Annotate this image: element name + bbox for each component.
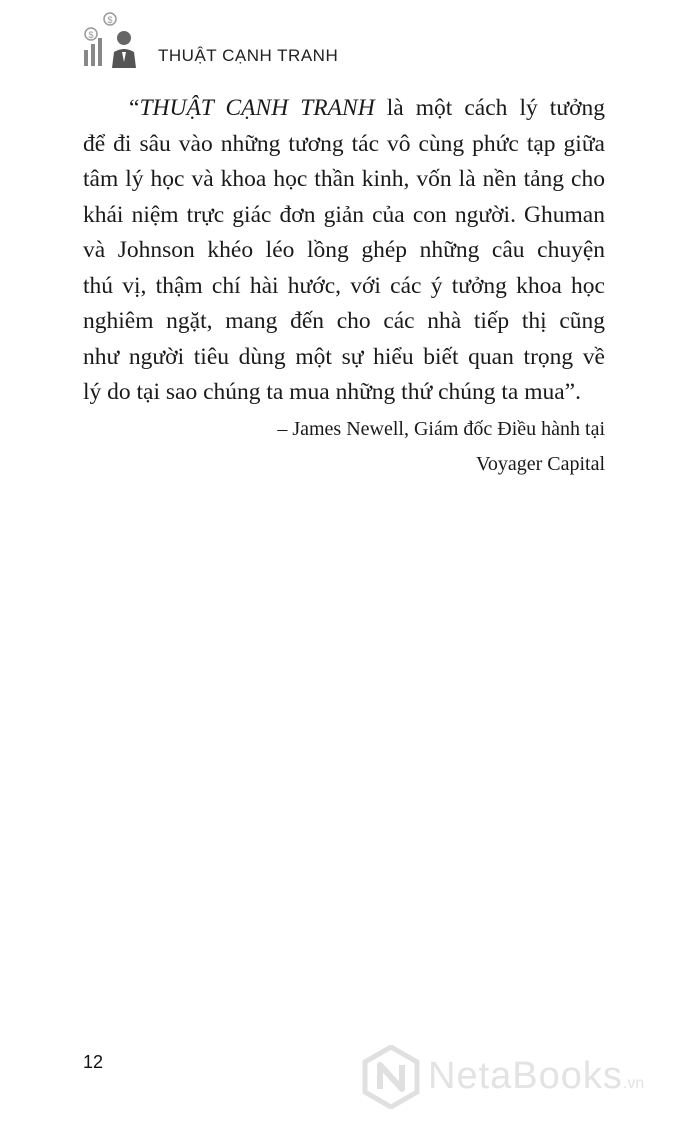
netabooks-watermark xyxy=(362,1043,682,1113)
quote-line: để đi sâu vào những tương tác vô cùng phức tạp giữa xyxy=(83,130,605,157)
quote-attribution xyxy=(277,412,605,482)
quote-line: và Johnson khéo léo lồng ghép những câu chuyện xyxy=(83,237,605,263)
quote-line xyxy=(83,91,605,127)
quote-line: nghiêm ngặt, mang đến cho các nhà tiếp thị cũng xyxy=(83,308,605,334)
watermark-suffix: .vn xyxy=(622,1075,645,1092)
watermark-text xyxy=(428,1055,644,1098)
quote-line: lý do tại sao chúng ta mua những thứ chúng ta mua”. xyxy=(83,379,581,405)
open-quote-mark: “ xyxy=(129,95,140,121)
page-header xyxy=(82,10,382,70)
svg-text:$: $ xyxy=(88,30,94,40)
quote-block xyxy=(83,91,605,411)
svg-text:$: $ xyxy=(107,15,113,25)
quote-line: thú vị, thậm chí hài hước, với các ý tưởng khoa học xyxy=(83,272,605,299)
watermark-brand: NetaBooks xyxy=(428,1055,623,1097)
running-header-title: THUẬT CẠNH TRANH xyxy=(158,46,339,65)
quote-line: tâm lý học và khoa học thần kinh, vốn là nền tảng cho xyxy=(83,166,605,192)
attribution-company: Voyager Capital xyxy=(475,453,605,475)
page-number: 12 xyxy=(83,1052,104,1072)
netabooks-logo-icon xyxy=(362,1045,420,1109)
attribution-author: – James Newell, Giám đốc Điều hành tại xyxy=(277,418,605,440)
book-title-italic: THUẬT CẠNH TRANH xyxy=(139,95,375,121)
quote-line-text: là một cách lý tưởng xyxy=(374,95,605,121)
header-logo-icon xyxy=(82,10,142,70)
quote-line: khái niệm trực giác đơn giản của con người. Ghuman xyxy=(83,201,605,228)
quote-line: như người tiêu dùng một sự hiểu biết quan trọng về xyxy=(83,343,605,370)
